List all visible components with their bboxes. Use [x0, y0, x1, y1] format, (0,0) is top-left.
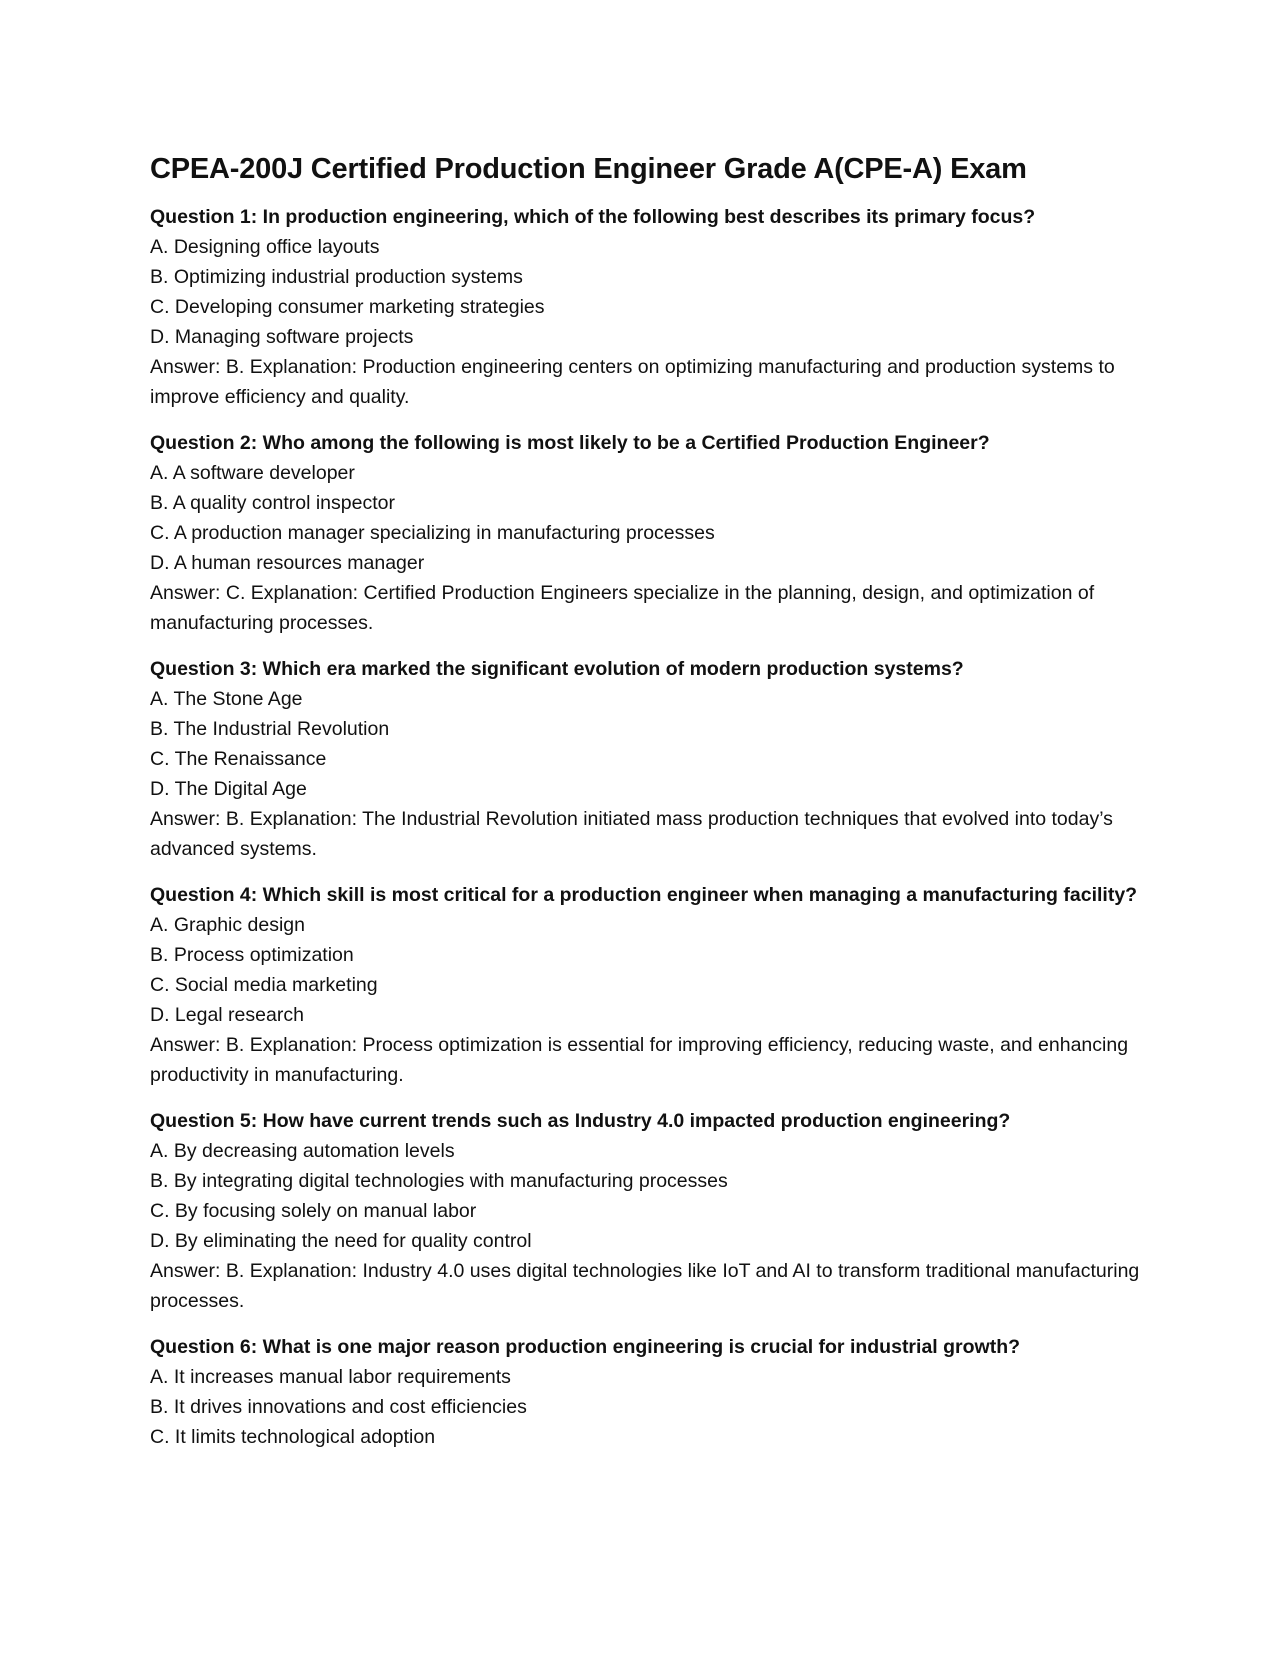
option-b: B. The Industrial Revolution [150, 718, 390, 740]
question-block-1 [150, 202, 1140, 412]
page-title: CPEA-200J Certified Production Engineer Grade A(CPE-A) Exam [150, 153, 1027, 185]
option-d: D. The Digital Age [150, 778, 307, 800]
option-c: C. A production manager specializing in manufacturing processes [150, 522, 715, 544]
answer-explanation: Answer: C. Explanation: Certified Production Engineers specialize in the planning, design, and optimization of manufacturing processes. [150, 582, 1095, 634]
option-c: C. The Renaissance [150, 748, 327, 770]
answer-explanation: Answer: B. Explanation: Industry 4.0 uses digital technologies like IoT and AI to transform traditional manufacturing processes. [150, 1260, 1140, 1312]
option-d: D. Legal research [150, 1004, 304, 1026]
option-c: C. It limits technological adoption [150, 1426, 436, 1448]
question-text: Question 6: What is one major reason production engineering is crucial for industrial growth? [150, 1336, 1021, 1358]
option-b: B. Process optimization [150, 944, 354, 966]
option-d: D. Managing software projects [150, 326, 414, 348]
option-a: A. It increases manual labor requirements [150, 1366, 511, 1388]
option-b: B. It drives innovations and cost efficiencies [150, 1396, 527, 1418]
question-text: Question 3: Which era marked the significant evolution of modern production systems? [150, 658, 964, 680]
option-c: C. By focusing solely on manual labor [150, 1200, 477, 1222]
option-c: C. Social media marketing [150, 974, 378, 996]
question-block-5 [150, 1106, 1140, 1316]
document-page [150, 150, 1140, 1468]
option-a: A. Graphic design [150, 914, 306, 936]
answer-explanation: Answer: B. Explanation: Process optimization is essential for improving efficiency, reducing waste, and enhancing productivity in manufacturing. [150, 1034, 1129, 1086]
question-text: Question 1: In production engineering, which of the following best describes its primary focus? [150, 206, 1036, 228]
option-a: A. By decreasing automation levels [150, 1140, 455, 1162]
option-b: B. A quality control inspector [150, 492, 395, 514]
answer-explanation: Answer: B. Explanation: Production engineering centers on optimizing manufacturing and production systems to improve efficiency and quality. [150, 356, 1115, 408]
question-text: Question 4: Which skill is most critical for a production engineer when managing a manufacturing facility? [150, 884, 1138, 906]
option-a: A. The Stone Age [150, 688, 303, 710]
answer-explanation: Answer: B. Explanation: The Industrial Revolution initiated mass production techniques that evolved into today’s advanced systems. [150, 808, 1113, 860]
question-block-3 [150, 654, 1140, 864]
option-d: D. By eliminating the need for quality control [150, 1230, 532, 1252]
option-d: D. A human resources manager [150, 552, 425, 574]
option-b: B. Optimizing industrial production systems [150, 266, 523, 288]
question-block-2 [150, 428, 1140, 638]
question-text: Question 5: How have current trends such as Industry 4.0 impacted production engineering? [150, 1110, 1011, 1132]
question-block-4 [150, 880, 1140, 1090]
question-text: Question 2: Who among the following is most likely to be a Certified Production Engineer? [150, 432, 990, 454]
question-block-6 [150, 1332, 1140, 1452]
option-a: A. Designing office layouts [150, 236, 380, 258]
option-b: B. By integrating digital technologies with manufacturing processes [150, 1170, 728, 1192]
option-c: C. Developing consumer marketing strategies [150, 296, 545, 318]
option-a: A. A software developer [150, 462, 355, 484]
